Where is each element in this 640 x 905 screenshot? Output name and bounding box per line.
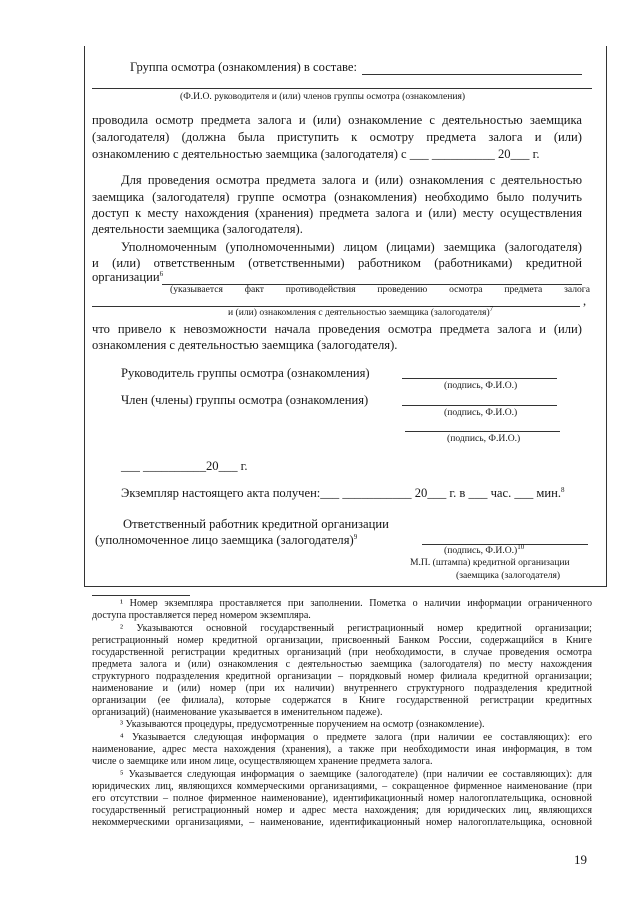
footnote-1-line2: доступа проставляется перед номером экземпляра.: [92, 610, 311, 621]
member-sign-line-2: [405, 431, 560, 432]
footnote-5-line2: юридических лиц, являющихся коммерческими организациями, – сокращенное фирменное наименование (при: [92, 781, 592, 792]
responsible-sign-caption: (подпись, Ф.И.О.)$^{10}$: [444, 542, 525, 556]
hint-line2: и (или) ознакомления с деятельностью заемщика (залогодателя)$^7$: [228, 304, 494, 318]
para3-line2: и (или) ответственным (ответственными) работником (работниками) кредитной: [92, 256, 582, 270]
footnote-separator: [92, 595, 190, 596]
para1-line2: (залогодателя) (должна была приступить к осмотру предмета залога и (или): [92, 130, 582, 144]
footnote-3-line1: ³ Указываются процедуры, предусмотренные поручением на осмотр (ознакомление).: [120, 719, 485, 730]
para2-line4: деятельности заемщика (залогодателя).: [92, 222, 303, 236]
hint-word: (указывается: [170, 284, 223, 295]
head-sign-line: [402, 378, 557, 379]
footnote-5-line4: государственный регистрационный номер и адрес места нахождения; для юридических лиц, являющихся: [92, 805, 592, 816]
stamp-line2: (заемщика (залогодателя): [456, 570, 561, 581]
para1-line3: ознакомлению с деятельностью заемщика (залогодателя) с ___ __________ 20___ г.: [92, 147, 540, 161]
para3-line1: Уполномоченным (уполномоченными) лицом (лицами) заемщика (залогодателя): [121, 240, 582, 254]
footnote-1-line1: ¹ Номер экземпляра проставляется при заполнении. Пометка о наличии информации ограниченного: [120, 598, 592, 609]
hint-word: залога: [564, 284, 590, 295]
page-number: 19: [574, 852, 587, 867]
copy-received: Экземпляр настоящего акта получен:___ ___________ 20___ г. в ___ час. ___ мин.$^8$: [121, 485, 565, 500]
footnote-5-line5: некоммерческими организациями, – наименование, идентификационный номер налогоплательщика, основной: [92, 817, 592, 828]
footnote-5-line3: его отсутствии – полное фирменное наименование), идентификационный номер налогоплательщика, основной: [92, 793, 592, 804]
footnote-4-line3: числе о заемщике или ином лице, осуществляющем хранение предмета залога.: [92, 756, 433, 767]
group-members-line-2: [92, 88, 592, 89]
footnote-ref-10: 10: [517, 542, 525, 551]
footnote-2-line4: предмета залога и (или) ознакомления с деятельностью заемщика (залогодателя) по месту нахождения: [92, 659, 592, 670]
para3-line5: ознакомления с деятельностью заемщика (залогодателя).: [92, 338, 398, 352]
member-sign-line-1: [402, 405, 557, 406]
hint-word: факт: [244, 284, 264, 295]
fio-caption: (Ф.И.О. руководителя и (или) членов группы осмотра (ознакомления): [180, 91, 466, 102]
footnote-ref-8: 8: [561, 485, 565, 494]
comma: ,: [583, 294, 587, 308]
footnote-2-line6: наименование и (или) номер (при их наличии) внутреннего структурного подразделения кредитной: [92, 683, 592, 694]
head-sign-caption: (подпись, Ф.И.О.): [444, 380, 518, 391]
head-label: Руководитель группы осмотра (ознакомления): [121, 366, 370, 380]
para3-line3: организации$^6$: [92, 269, 164, 284]
para3-line4: что привело к невозможности начала проведения осмотра предмета залога и (или): [92, 322, 582, 336]
counteraction-hint: [170, 284, 590, 295]
group-members-line: [362, 74, 582, 75]
para1-line1: проводила осмотр предмета залога и (или) ознакомление с деятельностью заемщика: [92, 113, 582, 127]
hint-word: осмотра: [449, 284, 483, 295]
hint-word: проведению: [377, 284, 428, 295]
footnote-2-line1: ² Указываются основной государственный регистрационный номер кредитной организации;: [120, 623, 592, 634]
footnote-4-line1: ⁴ Указывается следующая информация о предмете залога (при наличии ее составляющих): его: [120, 732, 592, 743]
para2-line1: Для проведения осмотра предмета залога и (или) ознакомления с деятельностью: [121, 173, 582, 187]
group-label: Группа осмотра (ознакомления) в составе:: [130, 60, 358, 74]
act-date: ___ __________20___ г.: [121, 459, 248, 473]
hint-word: предмета: [504, 284, 543, 295]
footnote-2-line5: структурного подразделения кредитной организации – порядковый номер филиала кредитной организации;: [92, 671, 592, 682]
hint-word: противодействия: [285, 284, 356, 295]
footnote-2-line8: организаций) (наименование указывается в именительном падеже).: [92, 707, 383, 718]
member-sign-caption-1: (подпись, Ф.И.О.): [444, 407, 518, 418]
footnote-2-line3: государственной регистрации кредитных организаций (при необходимости, в случае проведения осмотра: [92, 647, 592, 658]
stamp-line1: М.П. (штампа) кредитной организации: [410, 557, 570, 568]
footnote-5-line1: ⁵ Указывается следующая информация о заемщике (залогодателе) (при наличии ее составляющих): для: [120, 769, 592, 780]
footnote-2-line7: организации (ее филиала), которые содержатся в Книге государственной регистрации кредитных: [92, 695, 592, 706]
footnote-ref-7: 7: [489, 304, 494, 313]
para2-line2: заемщика (залогодателя) группе осмотра (ознакомления) необходимо было получить: [92, 190, 582, 204]
footnote-2-line2: регистрационный номер кредитной организации, присвоенный Банком России, содержащийся в Книге: [92, 635, 592, 646]
responsible-line1: Ответственный работник кредитной организации: [123, 517, 389, 531]
responsible-line2: (уполномоченное лицо заемщика (залогодателя)$^9$: [95, 532, 358, 547]
footnote-ref-9: 9: [353, 532, 358, 541]
member-label: Член (члены) группы осмотра (ознакомления): [121, 393, 369, 407]
footnote-ref-6: 6: [159, 269, 164, 278]
para2-line3: доступ к месту нахождения (хранения) предмета залога и (или) месту осуществления: [92, 206, 582, 220]
member-sign-caption-2: (подпись, Ф.И.О.): [447, 433, 521, 444]
footnote-4-line2: наименование, адрес места нахождения (хранения), а также при необходимости иная информация, в том: [92, 744, 592, 755]
